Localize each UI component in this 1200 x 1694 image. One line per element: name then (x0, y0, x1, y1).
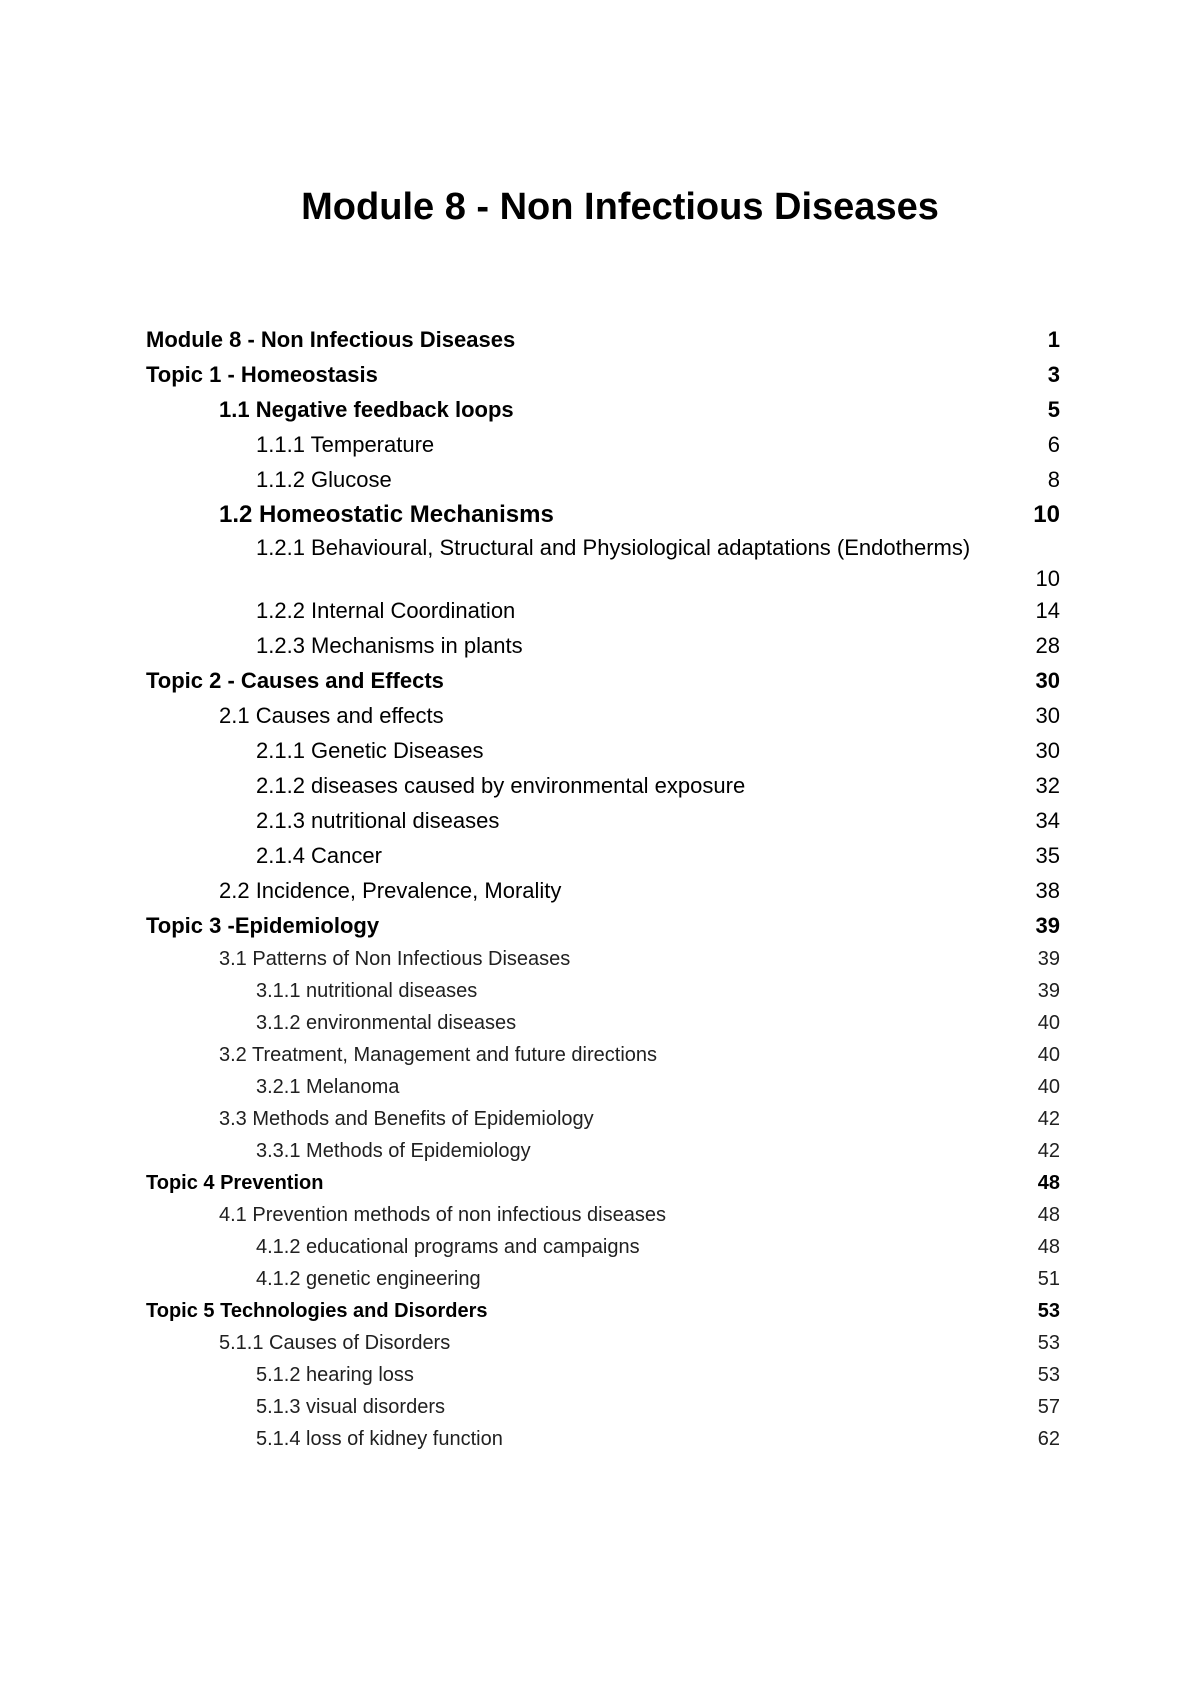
toc-entry-title: 2.1.2 diseases caused by environmental exposure (256, 773, 746, 798)
toc-entry-page-number: 28 (1035, 633, 1060, 658)
toc-entry-title: Topic 3 -Epidemiology (146, 913, 380, 938)
toc-entry[interactable] (146, 392, 1060, 427)
toc-entry-title: 1.2 Homeostatic Mechanisms (219, 501, 554, 528)
document-title: Module 8 - Non Infectious Diseases (301, 186, 939, 228)
toc-entry-title: 3.1 Patterns of Non Infectious Diseases (219, 948, 571, 970)
toc-entry[interactable] (146, 357, 1060, 392)
toc-entry-title: Topic 2 - Causes and Effects (146, 668, 444, 693)
toc-entry-page-number: 8 (1047, 467, 1060, 492)
toc-entry-page-number: 14 (1035, 598, 1060, 623)
toc-entry[interactable] (146, 1167, 1060, 1199)
toc-entry-page-number: 30 (1035, 738, 1060, 763)
toc-entry[interactable] (146, 1103, 1060, 1135)
toc-entry-title: 5.1.2 hearing loss (256, 1364, 414, 1386)
toc-entry-page-number: 32 (1035, 773, 1060, 798)
toc-entry-page-number: 38 (1035, 878, 1060, 903)
toc-entry-title: 3.2.1 Melanoma (256, 1076, 400, 1098)
toc-entry[interactable] (146, 1263, 1060, 1295)
toc-entry[interactable] (146, 838, 1060, 873)
toc-entry-page-number: 5 (1047, 397, 1060, 422)
toc-entry[interactable] (146, 1295, 1060, 1327)
toc-entry[interactable] (146, 733, 1060, 768)
toc-entry-title: 5.1.4 loss of kidney function (256, 1428, 503, 1450)
toc-entry[interactable] (146, 943, 1060, 975)
toc-entry[interactable] (146, 1391, 1060, 1423)
toc-entry-title: 2.1.4 Cancer (256, 843, 382, 868)
toc-entry-title: 1.2.3 Mechanisms in plants (256, 633, 523, 658)
toc-entry-page-number: 6 (1047, 432, 1060, 457)
toc-entry-page-number: 53 (1037, 1364, 1060, 1386)
toc-entry-page-number: 48 (1037, 1236, 1060, 1258)
toc-entry[interactable] (146, 1231, 1060, 1263)
toc-entry-title: 4.1.2 educational programs and campaigns (256, 1236, 640, 1258)
toc-entry-page-number: 53 (1037, 1300, 1060, 1322)
toc-entry-page-number: 57 (1037, 1396, 1060, 1418)
toc-entry-page-number: 10 (1035, 566, 1060, 591)
toc-entry[interactable] (146, 908, 1060, 943)
toc-entry[interactable] (146, 1327, 1060, 1359)
toc-entry-page-number: 39 (1037, 980, 1060, 1002)
toc-entry-title: Topic 1 - Homeostasis (146, 362, 378, 387)
toc-entry-title: 1.1.2 Glucose (256, 467, 392, 492)
toc-entry-page-number: 51 (1037, 1268, 1060, 1290)
toc-entry[interactable] (146, 873, 1060, 908)
toc-entry-title: 2.1 Causes and effects (219, 703, 444, 728)
toc-entry-title: 1.2.1 Behavioural, Structural and Physiological adaptations (Endotherms) (256, 535, 971, 560)
toc-entry-title: 1.1 Negative feedback loops (219, 397, 514, 422)
toc-entry-title: 2.1.1 Genetic Diseases (256, 738, 484, 763)
toc-entry-page-number: 53 (1037, 1332, 1060, 1354)
toc-entry-page-number: 30 (1035, 668, 1060, 693)
toc-entry[interactable] (146, 427, 1060, 462)
toc-entry[interactable] (146, 462, 1060, 497)
toc-entry[interactable] (146, 768, 1060, 803)
toc-entry-page-number: 40 (1037, 1012, 1060, 1034)
toc-entry-title: 3.1.1 nutritional diseases (256, 980, 478, 1002)
toc-entry[interactable] (146, 663, 1060, 698)
toc-entry-title: Module 8 - Non Infectious Diseases (146, 327, 516, 352)
table-of-contents (146, 322, 1060, 1455)
toc-entry-title: Topic 5 Technologies and Disorders (146, 1300, 488, 1322)
toc-entry-title: 1.2.2 Internal Coordination (256, 598, 516, 623)
toc-entry-page-number: 48 (1037, 1204, 1060, 1226)
toc-entry-page-number: 39 (1035, 913, 1060, 938)
toc-entry[interactable] (146, 975, 1060, 1007)
toc-entry-page-number: 1 (1047, 327, 1060, 352)
toc-entry-title: 2.2 Incidence, Prevalence, Morality (219, 878, 562, 903)
toc-entry[interactable] (146, 1359, 1060, 1391)
toc-entry-page-number: 48 (1037, 1172, 1060, 1194)
toc-entry-title: 4.1 Prevention methods of non infectious diseases (219, 1204, 666, 1226)
toc-entry-title: 1.1.1 Temperature (256, 432, 435, 457)
toc-entry[interactable] (146, 497, 1060, 533)
toc-entry-title: Topic 4 Prevention (146, 1172, 324, 1194)
toc-entry[interactable] (146, 1039, 1060, 1071)
toc-entry-page-number: 30 (1035, 703, 1060, 728)
toc-entry-title: 5.1.1 Causes of Disorders (219, 1332, 451, 1354)
toc-entry-title: 3.1.2 environmental diseases (256, 1012, 517, 1034)
toc-entry[interactable] (146, 322, 1060, 357)
toc-entry[interactable] (146, 1007, 1060, 1039)
toc-entry[interactable] (146, 1199, 1060, 1231)
toc-entry-title: 2.1.3 nutritional diseases (256, 808, 500, 833)
toc-entry[interactable] (146, 593, 1060, 628)
toc-entry-page-number: 34 (1035, 808, 1060, 833)
toc-entry[interactable] (146, 1135, 1060, 1167)
toc-entry-title: 4.1.2 genetic engineering (256, 1268, 481, 1290)
toc-entry-page-number: 39 (1037, 948, 1060, 970)
toc-entry[interactable] (146, 1071, 1060, 1103)
toc-entry[interactable] (146, 698, 1060, 733)
toc-entry-page-number: 40 (1037, 1044, 1060, 1066)
toc-entry-page-number: 62 (1037, 1428, 1060, 1450)
toc-entry-page-number: 35 (1035, 843, 1060, 868)
toc-entry-page-number: 40 (1037, 1076, 1060, 1098)
toc-entry[interactable] (146, 803, 1060, 838)
toc-entry[interactable] (146, 533, 1060, 593)
toc-entry[interactable] (146, 628, 1060, 663)
toc-entry-page-number: 3 (1047, 362, 1060, 387)
toc-entry-title: 5.1.3 visual disorders (256, 1396, 445, 1418)
toc-entry-title: 3.2 Treatment, Management and future directions (219, 1044, 658, 1066)
toc-entry-title: 3.3.1 Methods of Epidemiology (256, 1140, 531, 1162)
toc-entry-title: 3.3 Methods and Benefits of Epidemiology (219, 1108, 594, 1130)
toc-entry[interactable] (146, 1423, 1060, 1455)
toc-entry-page-number: 10 (1033, 501, 1060, 528)
toc-entry-page-number: 42 (1037, 1108, 1060, 1130)
toc-entry-page-number: 42 (1037, 1140, 1060, 1162)
